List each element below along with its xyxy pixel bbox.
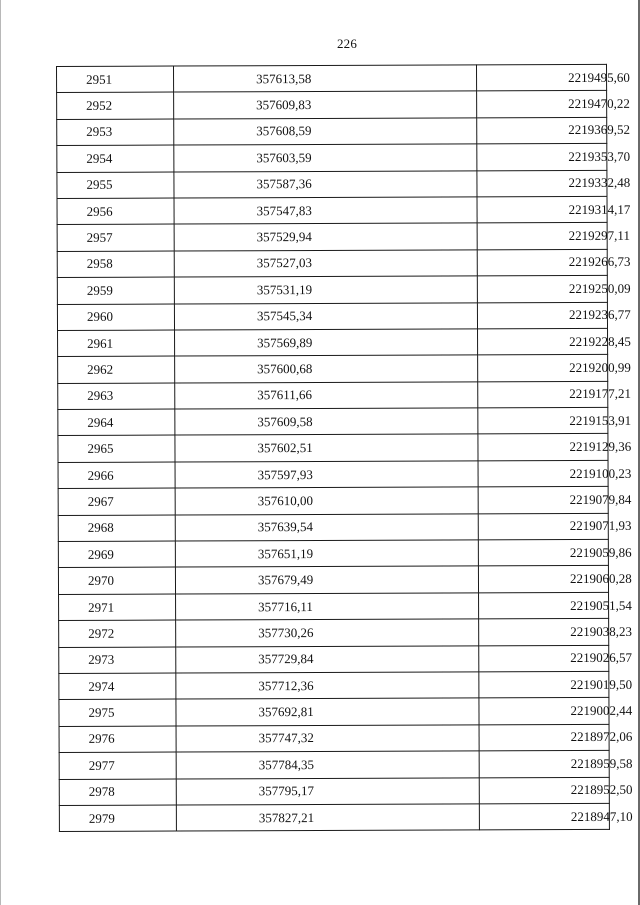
table-row xyxy=(59,671,609,700)
x-coordinate-cell: 357730,26 xyxy=(176,619,479,647)
table-row xyxy=(58,381,608,410)
x-coordinate-cell: 357529,94 xyxy=(174,223,477,251)
point-number-cell: 2970 xyxy=(58,567,175,594)
point-number-cell: 2973 xyxy=(59,647,176,674)
point-number-cell: 2974 xyxy=(59,673,176,700)
point-number-cell: 2958 xyxy=(57,251,174,278)
point-number-cell: 2963 xyxy=(58,383,175,410)
x-coordinate-cell: 357747,32 xyxy=(176,725,479,753)
point-number-cell: 2971 xyxy=(59,594,176,621)
table-row xyxy=(58,513,608,542)
x-coordinate-cell: 357531,19 xyxy=(174,276,477,304)
x-coordinate-cell: 357600,68 xyxy=(175,355,478,383)
point-number-cell: 2956 xyxy=(57,198,174,225)
point-number-cell: 2960 xyxy=(57,304,174,331)
x-coordinate-cell: 357610,00 xyxy=(175,487,478,515)
y-coordinate-cell: 2218947,10 xyxy=(479,803,609,830)
table-row xyxy=(59,803,609,832)
table-row xyxy=(57,170,607,199)
table-row xyxy=(59,645,609,674)
point-number-cell: 2968 xyxy=(58,515,175,542)
point-number-cell: 2952 xyxy=(57,92,174,119)
x-coordinate-cell: 357609,58 xyxy=(175,408,478,436)
table-row xyxy=(59,777,609,806)
table-row xyxy=(59,751,609,780)
y-coordinate-cell: 2219071,93 xyxy=(478,513,608,540)
coordinates-table-body xyxy=(57,64,633,831)
coordinates-table xyxy=(56,64,633,832)
y-coordinate-cell: 2219200,99 xyxy=(478,355,608,382)
table-row xyxy=(58,460,608,489)
y-coordinate-cell: 2219059,86 xyxy=(478,539,608,566)
y-coordinate-cell: 2218959,58 xyxy=(479,751,609,778)
table-row xyxy=(58,487,608,516)
x-coordinate-cell: 357527,03 xyxy=(174,250,477,278)
x-coordinate-cell: 357608,59 xyxy=(174,118,477,146)
table-row xyxy=(57,196,607,225)
x-coordinate-cell: 357795,17 xyxy=(176,777,479,805)
table-row xyxy=(57,91,607,120)
point-number-cell: 2979 xyxy=(59,805,176,832)
y-coordinate-cell: 2219266,73 xyxy=(477,249,607,276)
y-coordinate-cell: 2219019,50 xyxy=(479,671,609,698)
y-coordinate-cell: 2219228,45 xyxy=(478,328,608,355)
y-coordinate-cell: 2219177,21 xyxy=(478,381,608,408)
table-row xyxy=(59,619,609,648)
x-coordinate-cell: 357603,59 xyxy=(174,144,477,172)
point-number-cell: 2966 xyxy=(58,462,175,489)
table-row xyxy=(57,117,607,146)
y-coordinate-cell: 2219314,17 xyxy=(477,196,607,223)
y-coordinate-cell: 2219060,28 xyxy=(478,566,608,593)
x-coordinate-cell: 357712,36 xyxy=(176,672,479,700)
x-coordinate-cell: 357639,54 xyxy=(175,514,478,542)
point-number-cell: 2965 xyxy=(58,436,175,463)
y-coordinate-cell: 2218972,06 xyxy=(479,724,609,751)
y-coordinate-cell: 2219470,22 xyxy=(477,91,607,118)
y-coordinate-cell: 2219051,54 xyxy=(479,592,609,619)
y-coordinate-cell: 2219079,84 xyxy=(478,487,608,514)
table-row xyxy=(58,355,608,384)
x-coordinate-cell: 357651,19 xyxy=(175,540,478,568)
page-number: 226 xyxy=(336,36,358,51)
point-number-cell: 2959 xyxy=(57,277,174,304)
y-coordinate-cell: 2219129,36 xyxy=(478,434,608,461)
y-coordinate-cell: 2218952,50 xyxy=(479,777,609,804)
y-coordinate-cell: 2219297,11 xyxy=(477,223,607,250)
table-row xyxy=(58,434,608,463)
y-coordinate-cell: 2219495,60 xyxy=(476,64,606,91)
y-coordinate-cell: 2219332,48 xyxy=(477,170,607,197)
point-number-cell: 2967 xyxy=(58,488,175,515)
table-row xyxy=(57,249,607,278)
x-coordinate-cell: 357716,11 xyxy=(176,593,479,621)
x-coordinate-cell: 357729,84 xyxy=(176,645,479,673)
table-row xyxy=(58,539,608,568)
x-coordinate-cell: 357613,58 xyxy=(174,65,477,93)
table-row xyxy=(58,328,608,357)
y-coordinate-cell: 2219038,23 xyxy=(479,619,609,646)
x-coordinate-cell: 357569,89 xyxy=(175,329,478,357)
y-coordinate-cell: 2219250,09 xyxy=(477,276,607,303)
y-coordinate-cell: 2219153,91 xyxy=(478,407,608,434)
point-number-cell: 2957 xyxy=(57,224,174,251)
x-coordinate-cell: 357784,35 xyxy=(176,751,479,779)
x-coordinate-cell: 357679,49 xyxy=(175,566,478,594)
y-coordinate-cell: 2219236,77 xyxy=(477,302,607,329)
point-number-cell: 2953 xyxy=(57,119,174,146)
y-coordinate-cell: 2219369,52 xyxy=(477,117,607,144)
point-number-cell: 2969 xyxy=(58,541,175,568)
point-number-cell: 2978 xyxy=(59,779,176,806)
point-number-cell: 2964 xyxy=(58,409,175,436)
x-coordinate-cell: 357597,93 xyxy=(175,461,478,489)
table-row xyxy=(59,592,609,621)
x-coordinate-cell: 357611,66 xyxy=(175,382,478,410)
x-coordinate-cell: 357609,83 xyxy=(174,91,477,119)
x-coordinate-cell: 357545,34 xyxy=(174,302,477,330)
table-row xyxy=(59,724,609,753)
x-coordinate-cell: 357602,51 xyxy=(175,434,478,462)
table-row xyxy=(58,566,608,595)
point-number-cell: 2954 xyxy=(57,145,174,172)
point-number-cell: 2976 xyxy=(59,726,176,753)
table-row xyxy=(57,276,607,305)
x-coordinate-cell: 357827,21 xyxy=(176,804,479,832)
y-coordinate-cell: 2219353,70 xyxy=(477,144,607,171)
page-edge-left xyxy=(0,0,1,905)
y-coordinate-cell: 2219002,44 xyxy=(479,698,609,725)
point-number-cell: 2977 xyxy=(59,752,176,779)
y-coordinate-cell: 2219100,23 xyxy=(478,460,608,487)
point-number-cell: 2955 xyxy=(57,172,174,199)
table-row xyxy=(58,407,608,436)
x-coordinate-cell: 357547,83 xyxy=(174,197,477,225)
y-coordinate-cell: 2219026,57 xyxy=(479,645,609,672)
table-row xyxy=(59,698,609,727)
table-row xyxy=(57,223,607,252)
point-number-cell: 2961 xyxy=(58,330,175,357)
point-number-cell: 2975 xyxy=(59,699,176,726)
point-number-cell: 2972 xyxy=(59,620,176,647)
table-row xyxy=(57,144,607,173)
table-row xyxy=(57,302,607,331)
point-number-cell: 2962 xyxy=(58,356,175,383)
x-coordinate-cell: 357692,81 xyxy=(176,698,479,726)
x-coordinate-cell: 357587,36 xyxy=(174,170,477,198)
table-row xyxy=(57,64,607,93)
point-number-cell: 2951 xyxy=(57,66,174,93)
